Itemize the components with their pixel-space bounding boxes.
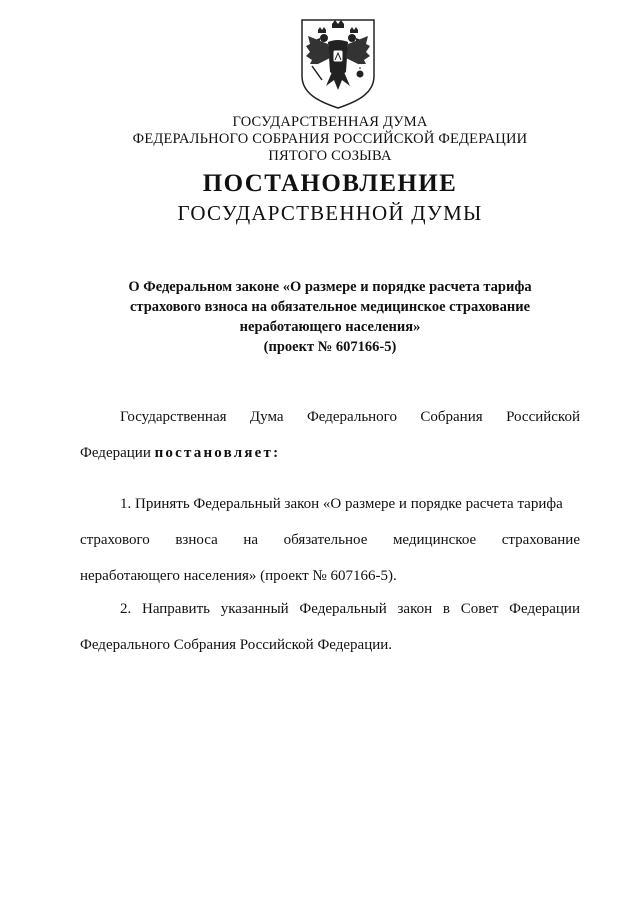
preamble-operative-word: постановляет: [154, 445, 281, 461]
subject-project-number: (проект № 607166-5) [263, 339, 397, 355]
item-line: Федерального Собрания Российской Федерации. [80, 637, 393, 653]
resolution-item-2 [80, 600, 580, 654]
preamble-paragraph [80, 408, 580, 462]
subject-line: О Федеральном законе «О размере и порядке расчета тарифа [128, 279, 532, 295]
document-type-title: ПОСТАНОВЛЕНИЕ [202, 170, 458, 197]
item-line: неработающего населения» (проект № 607166-5). [80, 568, 397, 584]
preamble-line: Государственная Дума Федерального Собрания Российской [120, 409, 580, 425]
item-line: страхового взноса на обязательное медицинское страхование [80, 532, 580, 548]
preamble-line [80, 444, 580, 462]
subject-line: неработающего населения» [239, 319, 421, 335]
issuer-line-1: ГОСУДАРСТВЕННАЯ ДУМА [232, 114, 428, 130]
item-line: 2. Направить указанный Федеральный закон в Совет Федерации [120, 601, 580, 617]
item-line: 1. Принять Федеральный закон «О размере и порядке расчета тарифа [120, 496, 563, 512]
document-organization-title: ГОСУДАРСТВЕННОЙ ДУМЫ [177, 201, 483, 225]
resolution-item-1 [80, 495, 580, 585]
issuer-convocation: ПЯТОГО СОЗЫВА [268, 148, 392, 164]
double-headed-eagle-emblem-icon [296, 14, 380, 110]
issuer-line-2: ФЕДЕРАЛЬНОГО СОБРАНИЯ РОССИЙСКОЙ ФЕДЕРАЦИИ [132, 131, 528, 147]
document-subject [0, 277, 640, 357]
subject-line: страхового взноса на обязательное медицинское страхование [129, 299, 531, 315]
preamble-text: Федерации [80, 445, 155, 461]
